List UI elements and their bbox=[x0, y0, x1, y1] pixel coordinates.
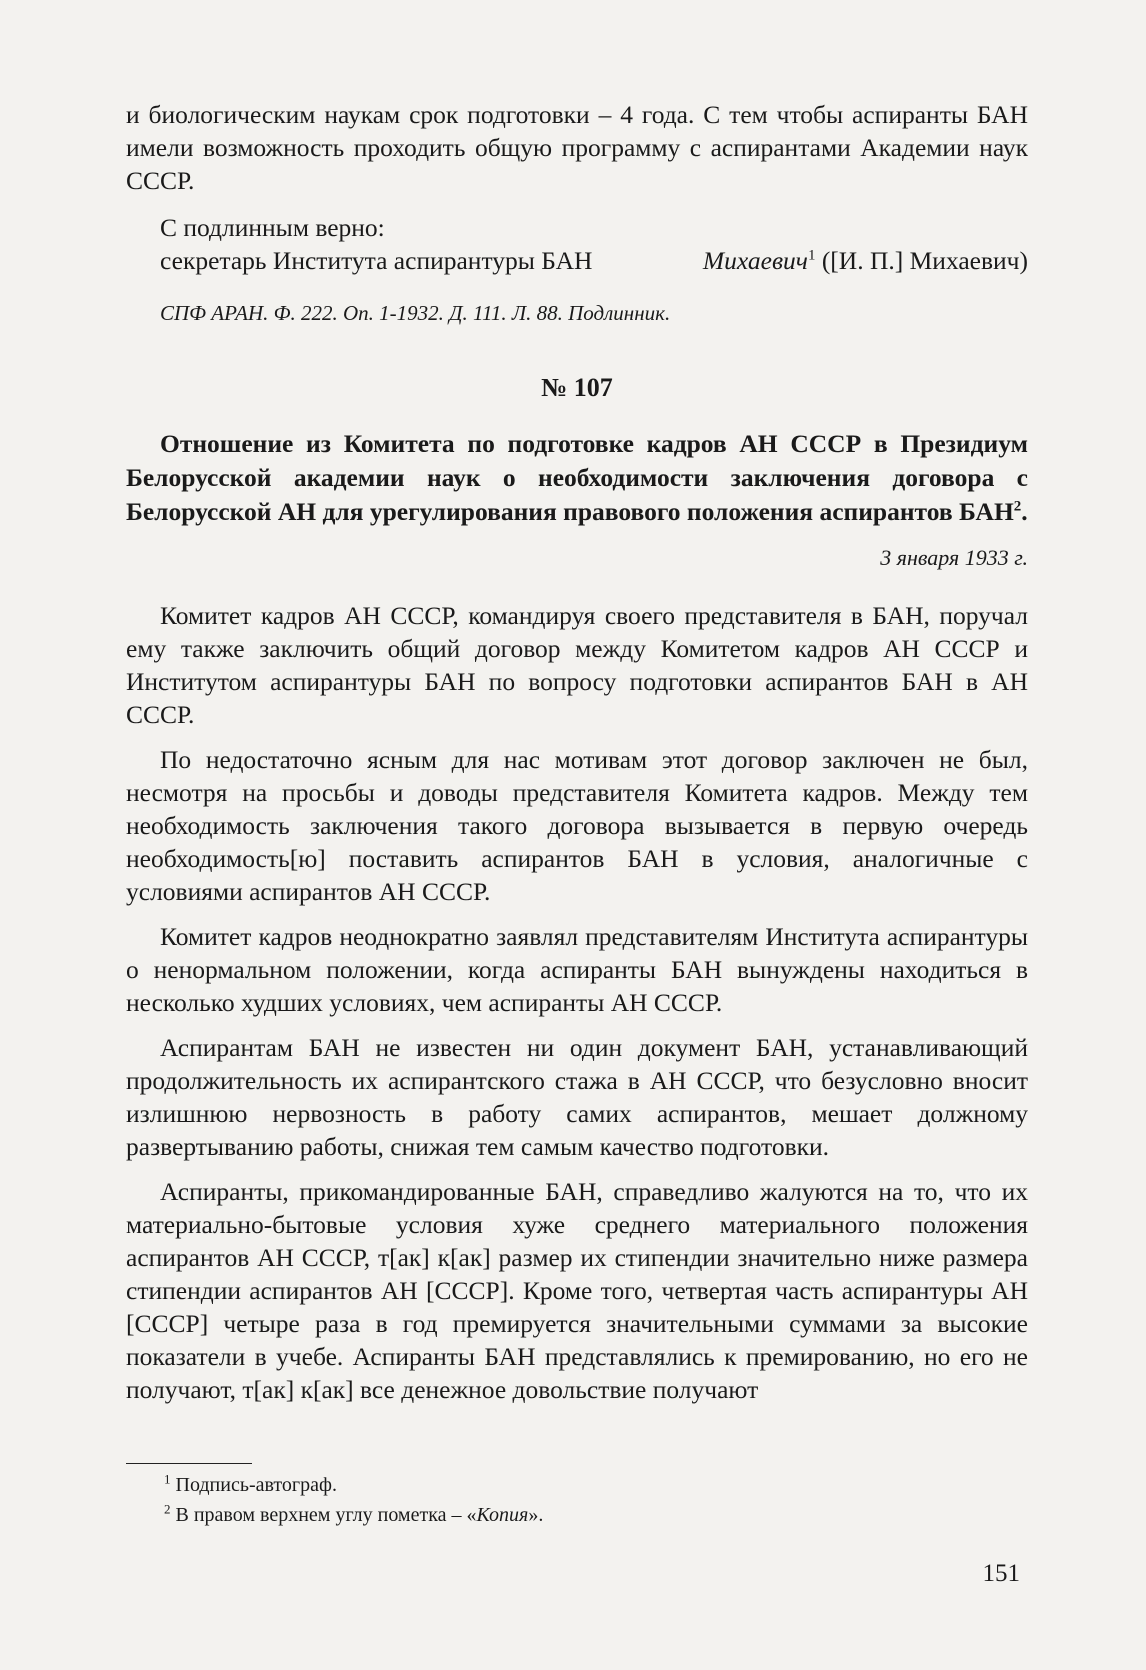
certification-heading: С подлинным верно: bbox=[160, 213, 385, 242]
document-title bbox=[126, 427, 1028, 529]
footnote-text: Подпись-автограф. bbox=[170, 1474, 337, 1496]
footnotes bbox=[126, 1463, 1028, 1530]
signature-footnote-mark: 1 bbox=[807, 247, 816, 264]
signature-full-name: ([И. П.] Михаевич) bbox=[815, 246, 1028, 275]
document-title-end: . bbox=[1021, 497, 1028, 526]
footnote-1 bbox=[126, 1470, 1028, 1500]
footnote-mark: 2 bbox=[164, 1501, 171, 1517]
footnote-2 bbox=[126, 1500, 1028, 1530]
footnote-text-end: ». bbox=[528, 1504, 544, 1526]
document-date: 3 января 1933 г. bbox=[880, 545, 1028, 570]
footnote-italic-text: Копия bbox=[476, 1504, 529, 1526]
document-number: № 107 bbox=[541, 373, 613, 402]
body-paragraph: Комитет кадров неоднократно заявлял представителям Института аспирантуры о ненормальном положении, когда аспиранты БАН вынуждены находиться в несколько худших условиях, чем аспиранты АН СССР. bbox=[126, 922, 1028, 1017]
signature-name: Михаевич bbox=[702, 246, 808, 275]
page-number: 151 bbox=[982, 1560, 1020, 1587]
body-paragraph: Аспиранты, прикомандированные БАН, справедливо жалуются на то, что их материально-бытовые условия хуже среднего материального положения аспирантов АН СССР, т[ак] к[ак] размер их стипендии значительно ниже размера стипендии аспирантов АН [СССР]. Кроме того, четвертая часть аспирантуры АН [СССР] четыре раза в год премируется значительными суммами за высокие показатели в учебе. Аспиранты БАН представлялись к премированию, но его не получают, т[ак] к[ак] все денежное довольствие получают bbox=[126, 1177, 1028, 1404]
title-footnote-mark: 2 bbox=[1013, 498, 1022, 515]
footnote-divider bbox=[126, 1463, 252, 1464]
certification-block bbox=[126, 211, 1028, 277]
continuation-paragraph: и биологическим наукам срок подготовки – 4 года. С тем чтобы аспиранты БАН имели возможность проходить общую программу с аспирантами Академии наук СССР. bbox=[126, 100, 1028, 195]
body-paragraph: По недостаточно ясным для нас мотивам этот договор заключен не был, несмотря на просьбы и доводы представителя Комитета кадров. Между тем необходимость заключения такого договора вызывается в первую очередь необходимость[ю] поставить аспирантов БАН в условия, аналогичные с условиями аспирантов АН СССР. bbox=[126, 745, 1028, 906]
document-title-text: Отношение из Комитета по подготовке кадров АН СССР в Президиум Белорусской академии наук о необходимости заключения договора с Белорусской АН для урегулирования правового положения аспирантов БАН bbox=[126, 429, 1028, 526]
signer-role: секретарь Института аспирантуры БАН bbox=[160, 246, 593, 275]
footnote-mark: 1 bbox=[164, 1471, 171, 1487]
signature bbox=[703, 244, 1028, 277]
footnote-text: В правом верхнем углу пометка – « bbox=[170, 1504, 477, 1526]
certification-signature-line bbox=[160, 244, 1028, 277]
body-paragraph: Аспирантам БАН не известен ни один документ БАН, устанавливающий продолжительность их аспирантского стажа в АН СССР, что безусловно вносит излишнюю нервозность в работу самих аспирантов, мешает должному развертыванию работы, снижая тем самым качество подготовки. bbox=[126, 1033, 1028, 1161]
body-paragraph: Комитет кадров АН СССР, командируя своего представителя в БАН, поручал ему также заключить общий договор между Комитетом кадров АН СССР и Институтом аспирантуры БАН по вопросу подготовки аспирантов БАН в АН СССР. bbox=[126, 601, 1028, 729]
archive-reference: СПФ АРАН. Ф. 222. Оп. 1-1932. Д. 111. Л. 88. Подлинник. bbox=[160, 301, 671, 325]
